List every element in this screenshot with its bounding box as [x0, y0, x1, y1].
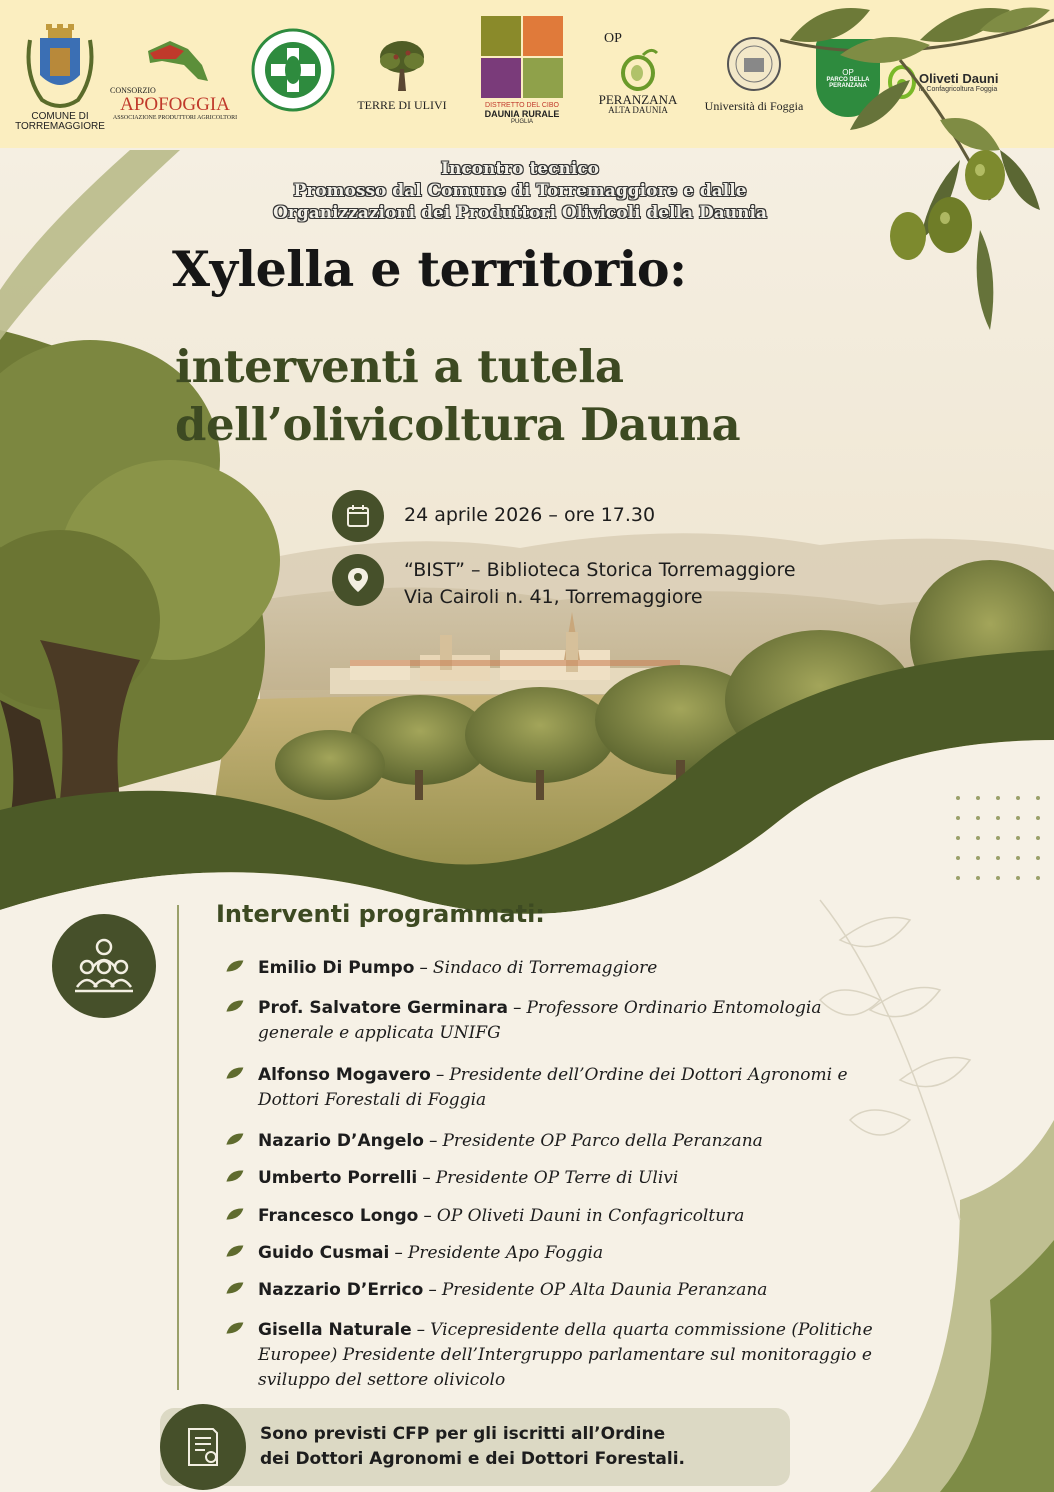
apofoggia-line2: APOFOGGIA: [120, 94, 230, 116]
speaker-item: [222, 955, 882, 980]
speaker-name: Francesco Longo: [258, 1206, 419, 1226]
speaker-role: Presidente OP Terre di Ulivi: [435, 1168, 679, 1188]
subtitle-line-1: interventi a tutela: [175, 340, 624, 393]
speaker-name: Nazario D’Angelo: [258, 1131, 424, 1151]
section-title: Interventi programmati:: [216, 900, 545, 928]
promo-line-1: Incontro tecnico: [441, 159, 599, 179]
apofoggia-line1: CONSORZIO: [110, 85, 156, 95]
university-seal-icon: [726, 36, 782, 92]
leaf-bullet-icon: [222, 955, 258, 975]
speaker-item: [222, 1277, 882, 1302]
page-subtitle: [175, 338, 875, 454]
promo-line-3: Organizzazioni dei Produttori Olivicoli della Daunia: [273, 203, 767, 223]
leaf-bullet-icon: [222, 1128, 258, 1148]
speaker-separator: –: [422, 1168, 431, 1188]
leaf-bullet-icon: [222, 1062, 258, 1082]
speaker-separator: –: [419, 958, 428, 978]
speaker-separator: –: [512, 998, 522, 1018]
apulia-map-icon: [140, 35, 210, 87]
promo-block: [180, 158, 860, 224]
event-date: 24 aprile 2026 – ore 17.30: [404, 504, 656, 526]
speaker-item: [222, 995, 882, 1045]
distretto-line2: DAUNIA RURALE: [484, 108, 560, 119]
speaker-item: [222, 1203, 882, 1228]
speaker-role: Presidente Apo Foggia: [407, 1243, 604, 1263]
logo-ordine-agronomi: [248, 20, 338, 120]
speaker-separator: –: [435, 1065, 445, 1085]
speaker-name: Prof. Salvatore Germinara: [258, 998, 508, 1018]
leaf-bullet-icon: [222, 1317, 258, 1337]
speaker-role: Vicepresidente della quarta commissione (Politiche Europee) Presidente dell’Intergruppo parlamentare sul monitoraggio e sviluppo del settore olivicolo: [258, 1320, 873, 1390]
cfp-line-2: dei Dottori Agronomi e dei Dottori Forestali.: [260, 1449, 686, 1469]
speaker-name: Umberto Porrelli: [258, 1168, 418, 1188]
leaf-bullet-icon: [222, 1277, 258, 1297]
event-address: Via Cairoli n. 41, Torremaggiore: [404, 586, 703, 608]
speaker-name: Alfonso Mogavero: [258, 1065, 431, 1085]
certificate-icon: [183, 1425, 223, 1469]
location-pin-icon: [346, 566, 370, 594]
op-peranzana-line3: ALTA DAUNIA: [608, 105, 668, 116]
speaker-name: Emilio Di Pumpo: [258, 958, 415, 978]
ordine-seal-icon: [251, 28, 335, 112]
terre-di-ulivi-caption: TERRE DI ULIVI: [357, 97, 447, 112]
location-badge: [332, 554, 384, 606]
speaker-item: [222, 1128, 882, 1153]
speaker-role: Presidente OP Alta Daunia Peranzana: [441, 1280, 768, 1300]
op-peranzana-line1: OP: [604, 31, 622, 47]
promo-line-2: Promosso dal Comune di Torremaggiore e dalle: [293, 181, 747, 201]
leaf-bullet-icon: [222, 1165, 258, 1185]
calendar-icon: [345, 503, 371, 529]
apofoggia-line3: ASSOCIAZIONE PRODUTTORI AGRICOLTORI: [112, 115, 238, 122]
speaker-name: Nazzario D’Errico: [258, 1280, 424, 1300]
op-peranzana-line2: PERANZANA: [598, 91, 678, 107]
calendar-badge: [332, 490, 384, 542]
parco-line2: PARCO DELLA: [826, 76, 870, 83]
leaf-bullet-icon: [222, 1240, 258, 1260]
universita-caption: Università di Foggia: [704, 98, 804, 113]
oliveti-line2: in Confagricoltura Foggia: [919, 86, 998, 93]
distretto-tiles: [481, 16, 563, 98]
speaker-separator: –: [428, 1280, 437, 1300]
page-title: Xylella e territorio:: [172, 240, 687, 298]
speakers-badge: [52, 914, 156, 1018]
logo-terre-di-ulivi: [342, 30, 462, 120]
distretto-line1: DISTRETTO DEL CIBO: [485, 102, 559, 110]
speaker-item: [222, 1062, 882, 1112]
distretto-line3: PUGLIA: [510, 119, 533, 126]
coat-of-arms-icon: [22, 20, 98, 112]
speaker-role: Professore Ordinario Entomologia generale e applicata UNIFG: [258, 998, 822, 1043]
parco-line3: PERANZANA: [829, 82, 867, 89]
speaker-item: [222, 1165, 882, 1190]
leaf-bullet-icon: [222, 995, 258, 1015]
olive-tree-icon: [372, 39, 432, 93]
leaf-bullet-icon: [222, 1203, 258, 1223]
parco-line1: OP: [842, 67, 854, 77]
cfp-line-1: Sono previsti CFP per gli iscritti all’Ordine: [260, 1424, 666, 1444]
event-venue: “BIST” – Biblioteca Storica Torremaggiore: [404, 559, 796, 581]
speaker-name: Guido Cusmai: [258, 1243, 390, 1263]
cfp-notice: [160, 1408, 790, 1486]
speaker-role: OP Oliveti Dauni in Confagricoltura: [436, 1206, 745, 1226]
logo-comune-torremaggiore: [10, 8, 110, 144]
speaker-role: Presidente dell’Ordine dei Dottori Agronomi e Dottori Forestali di Foggia: [258, 1065, 848, 1110]
speaker-role: Presidente OP Parco della Peranzana: [442, 1131, 763, 1151]
logo-apofoggia: [110, 28, 240, 128]
logo-distretto-cibo: [474, 12, 570, 130]
comune-caption: COMUNE DI TORREMAGGIORE: [15, 110, 105, 132]
logo-op-peranzana: [588, 20, 688, 128]
speaker-name: Gisella Naturale: [258, 1320, 412, 1340]
speaker-item: [222, 1240, 882, 1265]
speaker-separator: –: [394, 1243, 403, 1263]
subtitle-line-2: dell’olivicoltura Dauna: [175, 398, 741, 451]
speaker-item: [222, 1317, 882, 1392]
oliveti-line1: Oliveti Dauni: [919, 71, 999, 86]
speaker-role: Sindaco di Torremaggiore: [432, 958, 658, 978]
olive-swirl-icon: [615, 47, 661, 93]
certificate-badge: [160, 1404, 246, 1490]
audience-icon: [73, 937, 135, 995]
speaker-separator: –: [428, 1131, 438, 1151]
speaker-separator: –: [423, 1206, 432, 1226]
speaker-separator: –: [416, 1320, 426, 1340]
